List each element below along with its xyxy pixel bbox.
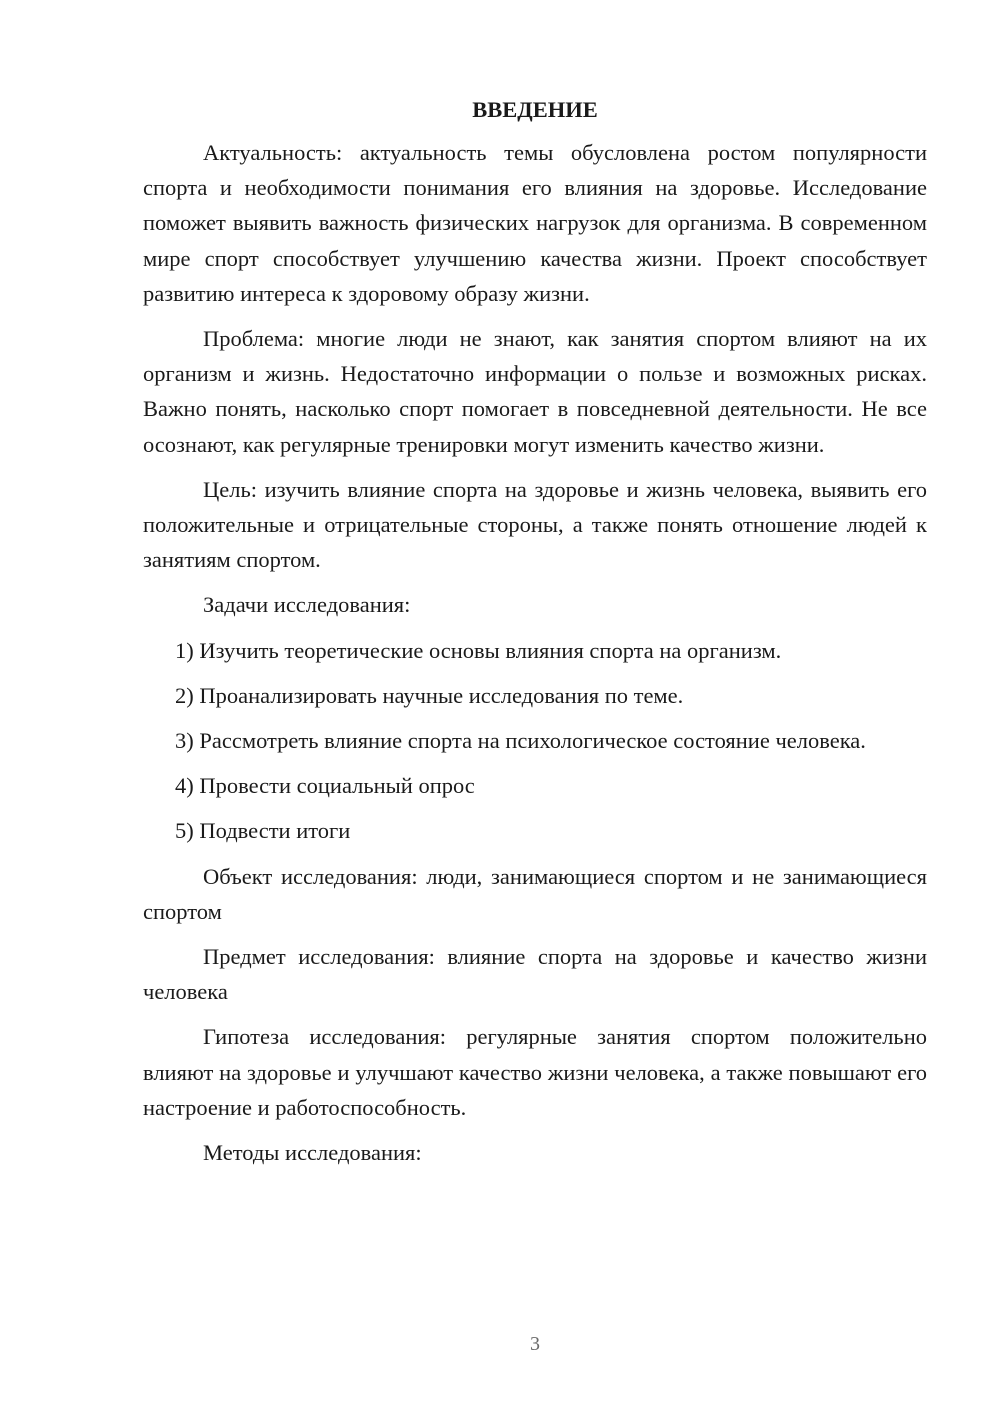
relevance-paragraph: Актуальность: актуальность темы обусловлена ростом популярности спорта и необходимости понимания его влияния на здоровье. Исследование поможет выявить важность физических нагрузок для организма. В современном мире спорт способствует улучшению качества жизни. Проект способствует развитию интереса к здоровому образу жизни. [143,140,927,306]
task-item: 3) Рассмотреть влияние спорта на психологическое состояние человека. [175,728,866,754]
tasks-heading: Задачи исследования: [203,592,411,618]
methods-heading: Методы исследования: [203,1140,422,1166]
page-number: 3 [530,1333,540,1355]
subject-paragraph: Предмет исследования: влияние спорта на здоровье и качество жизни человека [143,944,927,1005]
task-item: 2) Проанализировать научные исследования по теме. [175,682,684,708]
task-item: 1) Изучить теоретические основы влияния спорта на организм. [175,637,782,663]
goal-paragraph: Цель: изучить влияние спорта на здоровье и жизнь человека, выявить его положительные и отрицательные стороны, а также понять отношение людей к занятиям спортом. [143,476,927,573]
section-title: ВВЕДЕНИЕ [472,97,598,122]
object-paragraph: Объект исследования: люди, занимающиеся спортом и не занимающиеся спортом [143,863,927,924]
problem-paragraph: Проблема: многие люди не знают, как занятия спортом влияют на их организм и жизнь. Недостаточно информации о пользе и возможных рисках. Важно понять, насколько спорт помогает в повседневной деятельности. Не все осознают, как регулярные тренировки могут изменить качество жизни. [143,326,927,457]
task-item: 4) Провести социальный опрос [175,773,475,799]
task-item: 5) Подвести итоги [175,818,351,844]
page-content [143,95,927,1180]
hypothesis-paragraph: Гипотеза исследования: регулярные занятия спортом положительно влияют на здоровье и улучшают качество жизни человека, а также повышают его настроение и работоспособность. [143,1024,927,1120]
